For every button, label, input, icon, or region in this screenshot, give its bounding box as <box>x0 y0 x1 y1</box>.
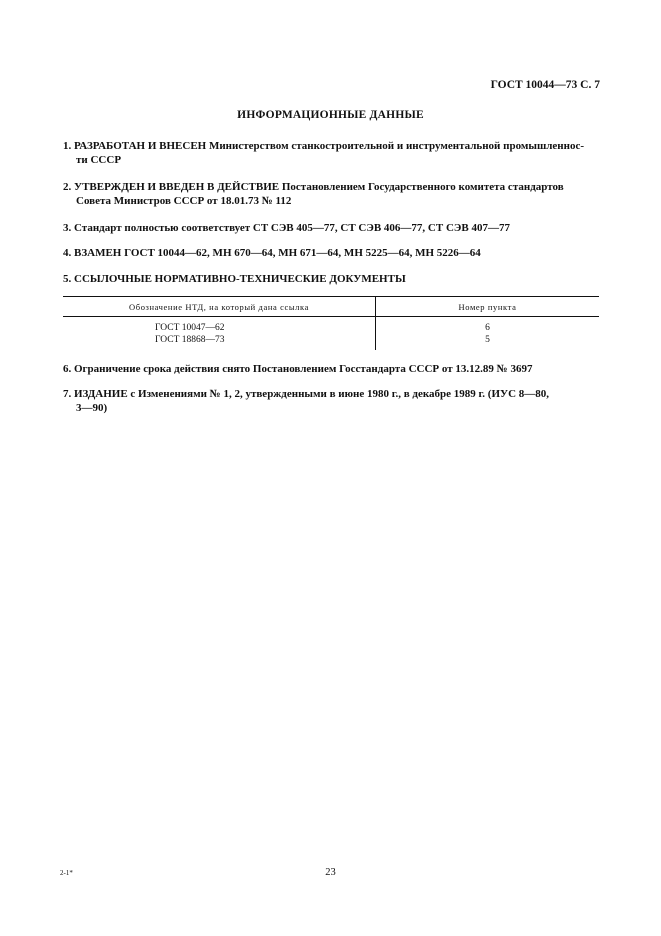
page-number: 23 <box>325 867 336 878</box>
item-number: 7. <box>63 388 72 400</box>
item-text: РАЗРАБОТАН И ВНЕСЕН Министерством станкостроительной и инструментальной промышленнос- <box>74 140 585 152</box>
table-header-row <box>63 297 599 317</box>
info-item-4 <box>63 246 609 260</box>
info-item-6 <box>63 362 609 376</box>
item-number: 6. <box>63 363 72 375</box>
item-number: 1. <box>63 140 72 152</box>
item-number: 5. <box>63 273 72 285</box>
clause-number: 5 <box>485 334 490 345</box>
item-text: Стандарт полностью соответствует СТ СЭВ 405—77, СТ СЭВ 406—77, СТ СЭВ 407—77 <box>74 222 510 234</box>
table-cell-documents <box>63 317 376 351</box>
item-number: 4. <box>63 247 72 259</box>
info-item-2 <box>63 180 609 208</box>
doc-reference: ГОСТ 18868—73 <box>155 334 225 345</box>
item-text-continuation: 3—90) <box>76 402 108 414</box>
table-row <box>63 317 599 351</box>
print-mark: 2-1* <box>60 869 73 877</box>
info-item-5 <box>63 272 609 286</box>
item-text: ВЗАМЕН ГОСТ 10044—62, МН 670—64, МН 671—64, МН 5225—64, МН 5226—64 <box>74 247 481 259</box>
item-text: ССЫЛОЧНЫЕ НОРМАТИВНО-ТЕХНИЧЕСКИЕ ДОКУМЕНТЫ <box>74 273 406 285</box>
item-text: ИЗДАНИЕ с Изменениями № 1, 2, утвержденными в июне 1980 г., в декабре 1989 г. (ИУС 8—80, <box>74 388 550 400</box>
info-item-1 <box>63 139 609 167</box>
section-title: ИНФОРМАЦИОННЫЕ ДАННЫЕ <box>237 109 424 121</box>
item-text: Ограничение срока действия снято Постановлением Госстандарта СССР от 13.12.89 № 3697 <box>74 363 533 375</box>
document-header: ГОСТ 10044—73 С. 7 <box>490 79 600 91</box>
item-text: УТВЕРЖДЕН И ВВЕДЕН В ДЕЙСТВИЕ Постановлением Государственного комитета стандартов <box>74 181 564 193</box>
info-item-7 <box>63 387 609 415</box>
table-cell-clauses <box>376 317 600 351</box>
references-table <box>63 296 599 350</box>
item-number: 2. <box>63 181 72 193</box>
clause-number: 6 <box>485 323 490 333</box>
column-header-clause: Номер пункта <box>376 297 600 317</box>
item-number: 3. <box>63 222 72 234</box>
item-text-continuation: ти СССР <box>76 154 122 166</box>
info-item-3 <box>63 221 609 235</box>
doc-reference: ГОСТ 10047—62 <box>155 323 225 333</box>
column-header-document: Обозначение НТД, на который дана ссылка <box>63 297 376 317</box>
item-text-continuation: Совета Министров СССР от 18.01.73 № 112 <box>76 195 292 207</box>
